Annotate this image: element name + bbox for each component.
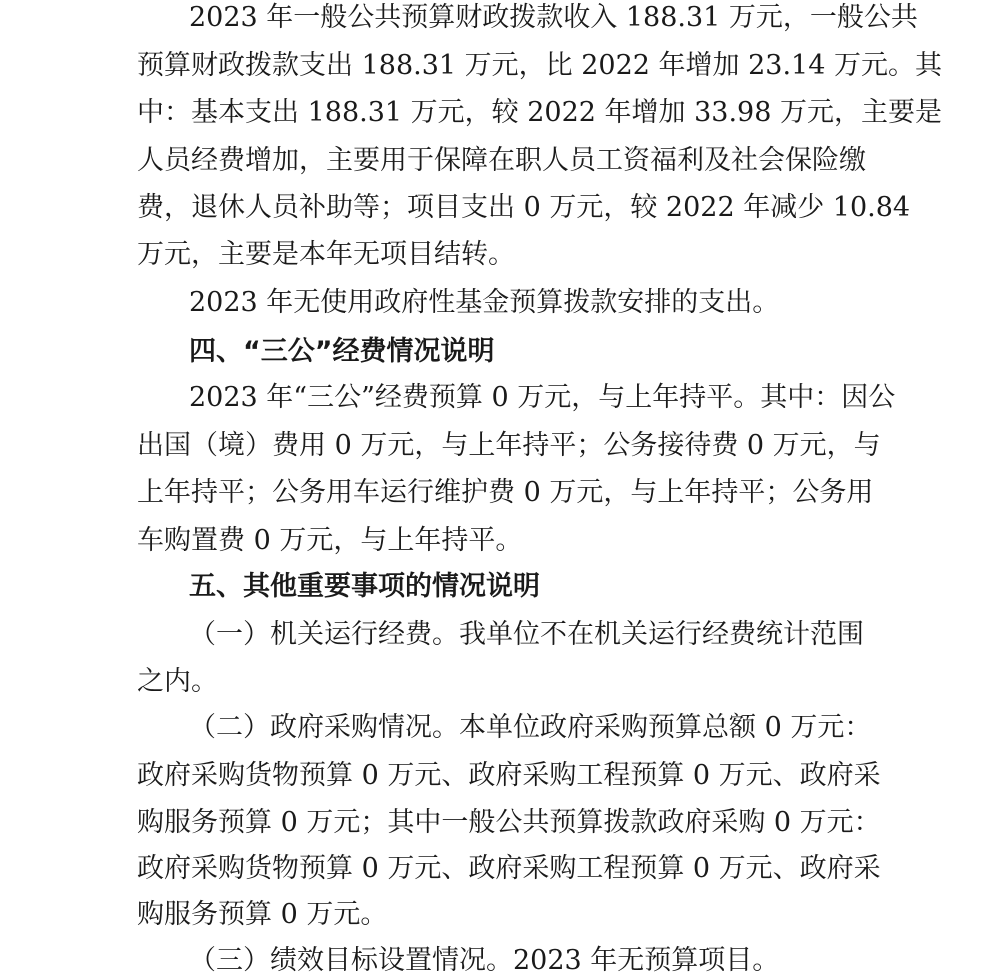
section5-heading: 五、其他重要事项的情况说明 — [189, 571, 540, 602]
section5-item1-line-1: （一）机关运行经费。我单位不在机关运行经费统计范围 — [189, 619, 864, 650]
budget-paragraph-line-3: 中：基本支出 188.31 万元，较 2022 年增加 33.98 万元，主要是 — [137, 97, 942, 128]
section5-item2-line-4: 政府采购货物预算 0 万元、政府采购工程预算 0 万元、政府采 — [137, 853, 881, 884]
section5-item3-line-1: （三）绩效目标设置情况。2023 年无预算项目。 — [189, 945, 780, 976]
section5-item1-line-2: 之内。 — [137, 666, 218, 697]
section4-line-4: 车购置费 0 万元，与上年持平。 — [137, 525, 523, 556]
section5-item2-line-2: 政府采购货物预算 0 万元、政府采购工程预算 0 万元、政府采 — [137, 760, 881, 791]
section4-line-3: 上年持平；公务用车运行维护费 0 万元，与上年持平；公务用 — [137, 477, 874, 508]
section4-line-2: 出国（境）费用 0 万元，与上年持平；公务接待费 0 万元，与 — [137, 430, 881, 461]
section5-item2-line-1: （二）政府采购情况。本单位政府采购预算总额 0 万元： — [189, 712, 872, 743]
section5-item2-line-5: 购服务预算 0 万元。 — [137, 899, 388, 930]
budget-paragraph-line-4: 人员经费增加，主要用于保障在职人员工资福利及社会保险缴 — [137, 145, 866, 176]
section4-heading: 四、“三公”经费情况说明 — [189, 336, 495, 367]
budget-paragraph-line-1: 2023 年一般公共预算财政拨款收入 188.31 万元，一般公共 — [189, 2, 918, 33]
section5-item2-line-3: 购服务预算 0 万元；其中一般公共预算拨款政府采购 0 万元： — [137, 807, 881, 838]
section4-line-1: 2023 年“三公”经费预算 0 万元，与上年持平。其中：因公 — [189, 382, 896, 413]
fund-paragraph-line-1: 2023 年无使用政府性基金预算拨款安排的支出。 — [189, 287, 780, 318]
budget-paragraph-line-2: 预算财政拨款支出 188.31 万元，比 2022 年增加 23.14 万元。其 — [137, 50, 942, 81]
budget-paragraph-line-6: 万元，主要是本年无项目结转。 — [137, 239, 515, 270]
budget-paragraph-line-5: 费，退休人员补助等；项目支出 0 万元，较 2022 年减少 10.84 — [137, 192, 911, 223]
